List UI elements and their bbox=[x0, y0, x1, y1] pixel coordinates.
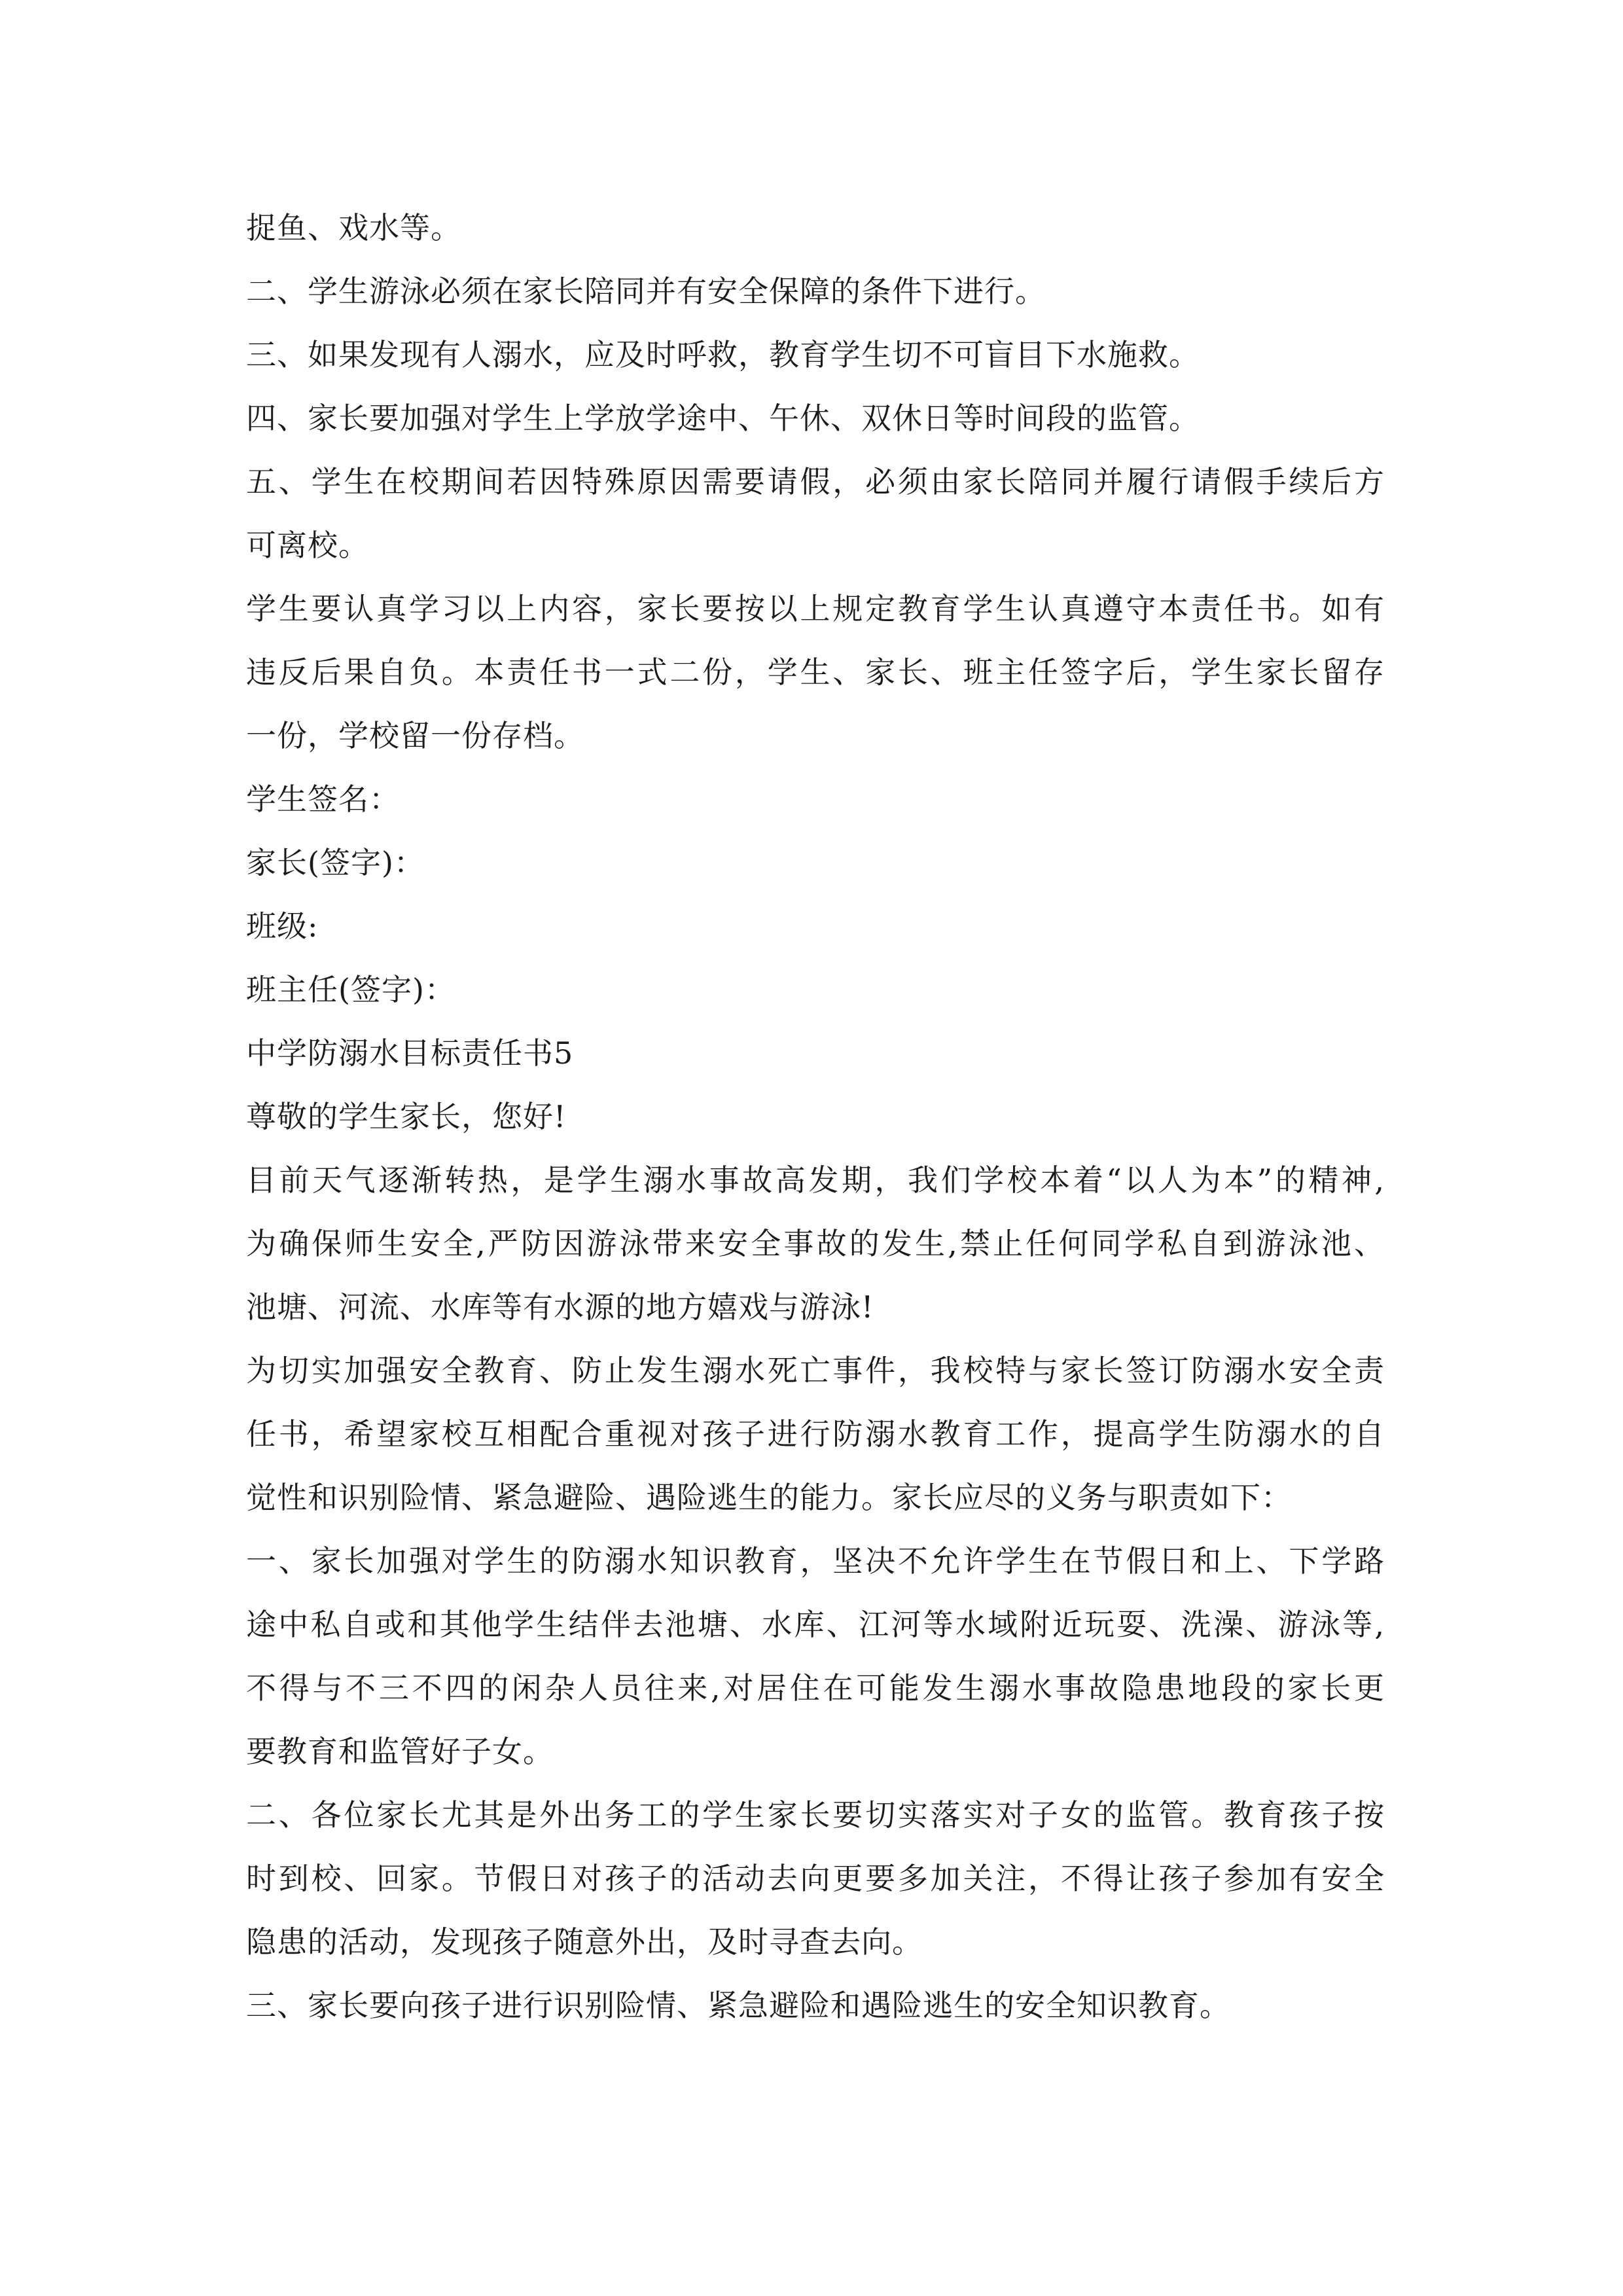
text-line: 二、学生游泳必须在家长陪同并有安全保障的条件下进行。 bbox=[246, 274, 1046, 309]
text-line: 二、各位家长尤其是外出务工的学生家长要切实落实对子女的监管。教育孩子按 bbox=[246, 1797, 1385, 1833]
text-line: 为确保师生安全,严防因游泳带来安全事故的发生,禁止任何同学私自到游泳池、 bbox=[246, 1226, 1385, 1261]
signature-line-parent: 家长(签字)： bbox=[246, 845, 425, 880]
document-body bbox=[246, 196, 1385, 2037]
text-line: 捉鱼、戏水等。 bbox=[246, 210, 461, 245]
text-line: 任书，希望家校互相配合重视对孩子进行防溺水教育工作，提高学生防溺水的自 bbox=[246, 1416, 1385, 1452]
text-line: 四、家长要加强对学生上学放学途中、午休、双休日等时间段的监管。 bbox=[246, 401, 1200, 436]
text-line: 一、家长加强对学生的防溺水知识教育，坚决不允许学生在节假日和上、下学路 bbox=[246, 1543, 1385, 1579]
greeting: 尊敬的学生家长，您好! bbox=[246, 1099, 567, 1134]
text-line: 可离校。 bbox=[246, 528, 369, 563]
signature-line-teacher: 班主任(签字)： bbox=[246, 972, 455, 1007]
text-line: 三、家长要向孩子进行识别险情、紧急避险和遇险逃生的安全知识教育。 bbox=[246, 1988, 1230, 2023]
section-title: 中学防溺水目标责任书5 bbox=[246, 1035, 574, 1071]
text-line: 要教育和监管好子女。 bbox=[246, 1734, 554, 1769]
text-line: 目前天气逐渐转热，是学生溺水事故高发期，我们学校本着“以人为本”的精神, bbox=[246, 1162, 1385, 1198]
text-line: 学生要认真学习以上内容，家长要按以上规定教育学生认真遵守本责任书。如有 bbox=[246, 591, 1385, 626]
text-line: 觉性和识别险情、紧急避险、遇险逃生的能力。家长应尽的义务与职责如下： bbox=[246, 1480, 1292, 1515]
class-line: 班级: bbox=[246, 908, 319, 944]
text-line: 途中私自或和其他学生结伴去池塘、水库、江河等水域附近玩耍、洗澡、游泳等, bbox=[246, 1607, 1385, 1642]
text-line: 池塘、河流、水库等有水源的地方嬉戏与游泳! bbox=[246, 1289, 874, 1325]
text-line: 为切实加强安全教育、防止发生溺水死亡事件，我校特与家长签订防溺水安全责 bbox=[246, 1353, 1385, 1388]
text-line: 不得与不三不四的闲杂人员往来,对居住在可能发生溺水事故隐患地段的家长更 bbox=[246, 1670, 1385, 1706]
text-line: 隐患的活动，发现孩子随意外出，及时寻查去向。 bbox=[246, 1924, 923, 1960]
text-line: 三、如果发现有人溺水，应及时呼救，教育学生切不可盲目下水施救。 bbox=[246, 337, 1200, 372]
text-line: 五、学生在校期间若因特殊原因需要请假，必须由家长陪同并履行请假手续后方 bbox=[246, 464, 1385, 499]
text-line: 时到校、回家。节假日对孩子的活动去向更要多加关注，不得让孩子参加有安全 bbox=[246, 1861, 1385, 1896]
signature-line-student: 学生签名： bbox=[246, 781, 400, 817]
text-line: 一份，学校留一份存档。 bbox=[246, 718, 584, 753]
text-line: 违反后果自负。本责任书一式二份，学生、家长、班主任签字后，学生家长留存 bbox=[246, 655, 1385, 690]
